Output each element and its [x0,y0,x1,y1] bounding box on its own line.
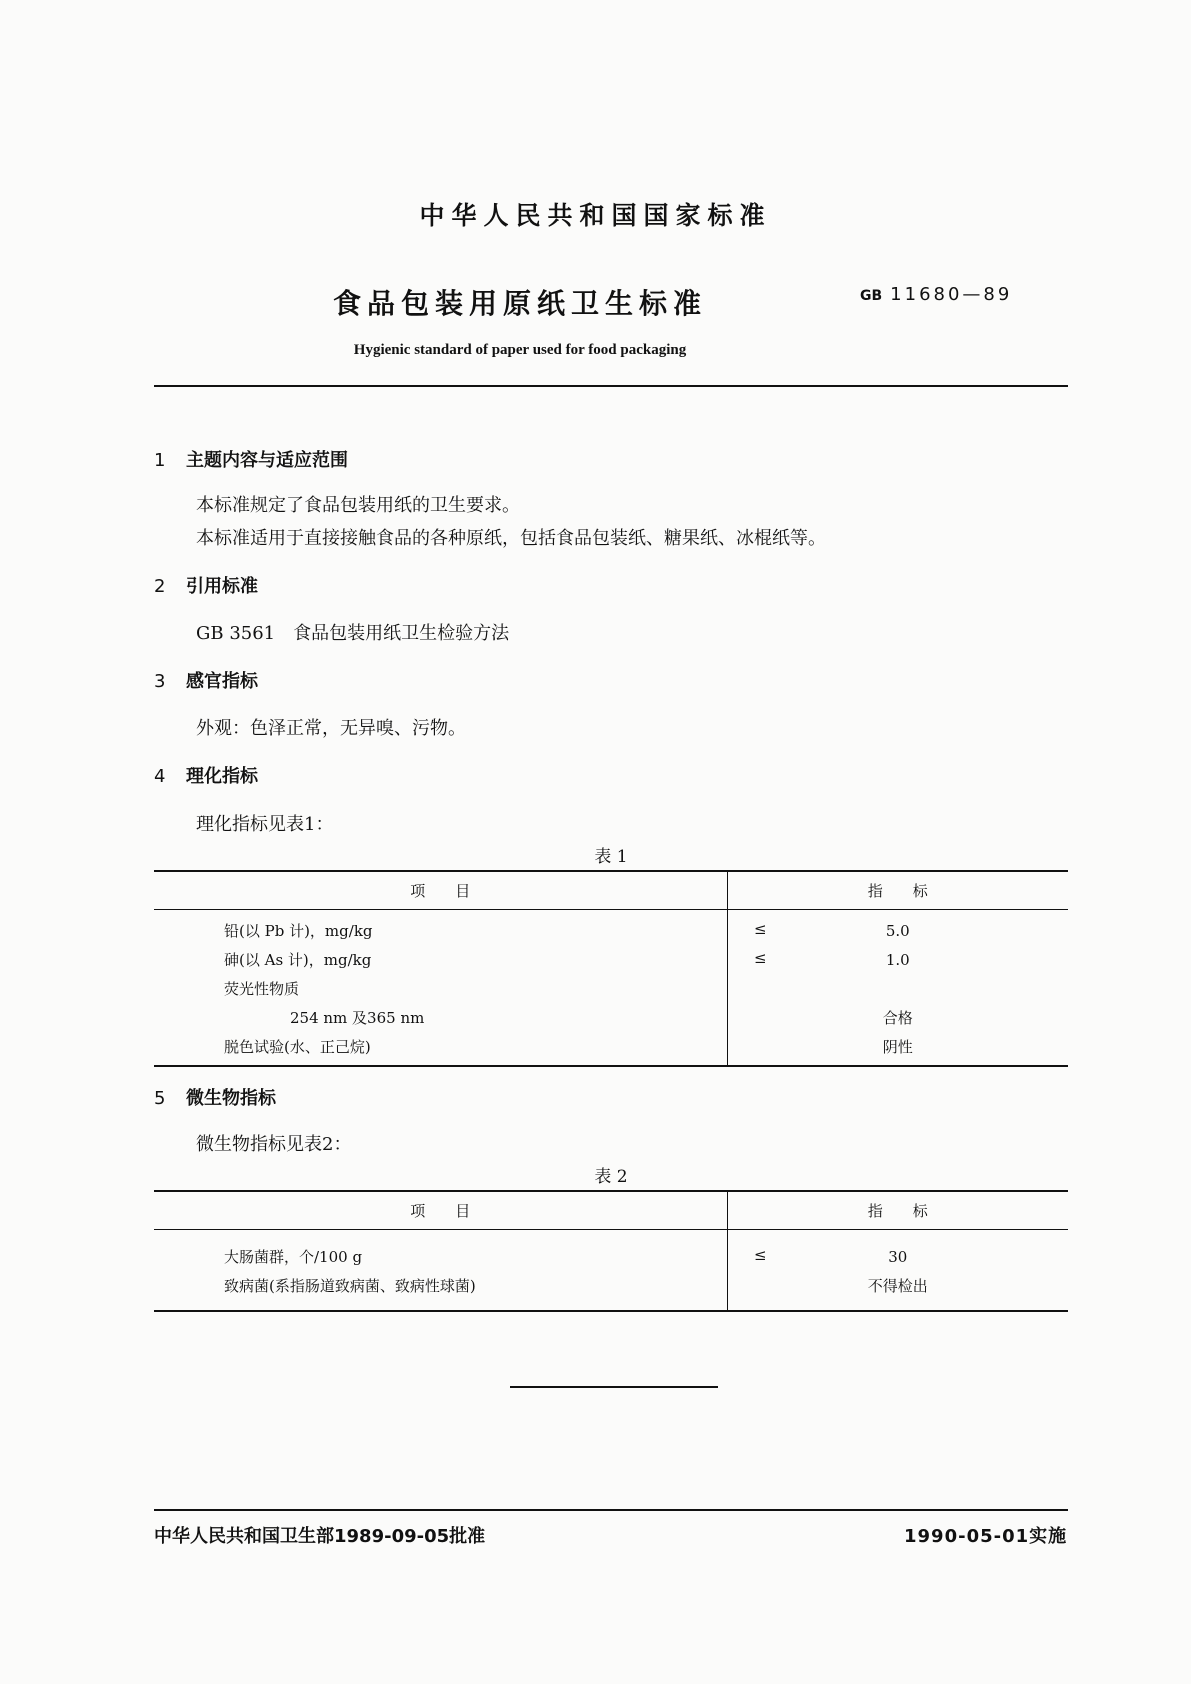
table-row [154,974,1068,1003]
section-title: 理化指标 [186,766,258,787]
end-rule [510,1386,718,1388]
table-header-row [154,871,1068,910]
section-number: 3 [154,671,166,692]
less-equal-symbol: ≤ [754,920,767,938]
less-equal-symbol: ≤ [754,1246,767,1264]
row-value: 1.0 [727,945,1068,974]
page-title: 食品包装用原纸卫生标准 [332,287,707,320]
row-item: 254 nm 及365 nm [290,1009,425,1027]
table-row [154,1032,1068,1066]
section-1-para-2: 本标准适用于直接接触食品的各种原纸，包括食品包装纸、糖果纸、冰棍纸等。 [196,528,826,549]
column-header-item: 项 目 [154,1191,727,1230]
section-1-para-1: 本标准规定了食品包装用纸的卫生要求。 [196,495,520,516]
section-title: 感官指标 [186,671,258,692]
row-item: 铅(以 Pb 计)，mg/kg [224,922,373,940]
standard-code [860,284,1012,305]
section-2-heading [154,572,258,598]
standard-code-number: 11680—89 [890,284,1013,305]
table-row [154,1003,1068,1032]
section-5-para-1: 微生物指标见表2： [196,1134,352,1155]
table-1-caption: 表 1 [594,847,628,867]
section-4-heading [154,762,258,788]
section-number: 1 [154,450,166,471]
standard-code-prefix: GB [860,288,883,304]
header-divider [154,385,1068,387]
table-row [154,1271,1068,1311]
less-equal-symbol: ≤ [754,949,767,967]
row-value: 合格 [727,1003,1068,1032]
section-2-para-1: GB 3561 食品包装用纸卫生检验方法 [196,623,510,644]
section-number: 2 [154,576,166,597]
effective-date: 1990-05-01实施 [904,1526,1068,1547]
table-row [154,945,1068,974]
row-value: 30 [727,1230,1068,1272]
column-header-item: 项 目 [154,871,727,910]
table-row [154,1230,1068,1272]
row-item: 致病菌(系指肠道致病菌、致病性球菌) [224,1277,476,1295]
table-header-row [154,1191,1068,1230]
section-3-para-1: 外观：色泽正常，无异嗅、污物。 [196,718,466,739]
row-item: 砷(以 As 计)，mg/kg [224,951,372,969]
section-number: 4 [154,766,166,787]
section-5-heading [154,1084,276,1110]
row-item: 脱色试验(水、正己烷) [224,1038,371,1056]
section-4-para-1: 理化指标见表1： [196,814,334,835]
approval-line: 中华人民共和国卫生部1989-09-05批准 [154,1526,486,1547]
row-value: 5.0 [727,910,1068,946]
standard-category: 中华人民共和国国家标准 [419,201,772,230]
column-header-value: 指 标 [727,871,1068,910]
section-3-heading [154,667,258,693]
table-row [154,910,1068,946]
row-value: 阴性 [727,1032,1068,1066]
table-2-caption: 表 2 [594,1167,628,1187]
row-value: 不得检出 [727,1271,1068,1311]
row-item: 大肠菌群，个/100 g [224,1248,363,1266]
footer-divider [154,1509,1068,1511]
table-1 [154,870,1068,1067]
table-2 [154,1190,1068,1312]
section-title: 引用标准 [186,576,258,597]
row-item: 荧光性物质 [224,980,300,998]
section-title: 微生物指标 [186,1088,276,1109]
column-header-value: 指 标 [727,1191,1068,1230]
english-title: Hygienic standard of paper used for food packaging [353,342,687,358]
section-number: 5 [154,1088,166,1109]
section-1-heading [154,446,348,472]
row-value [727,974,1068,1003]
section-title: 主题内容与适应范围 [186,450,348,471]
